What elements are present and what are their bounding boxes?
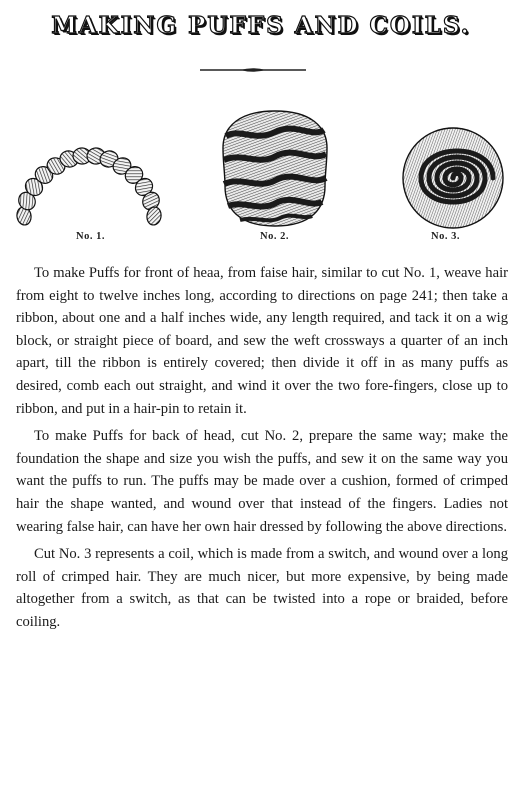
body-text bbox=[16, 262, 508, 639]
puff-arch-illustration bbox=[16, 142, 162, 230]
puff-barrel-illustration bbox=[220, 108, 330, 230]
figure-1-label: No. 1. bbox=[76, 231, 105, 242]
paragraph-front-puffs: To make Puffs for front of heaa, from faise hair, similar to cut No. 1, weave hair from eight to twelve inches long, according to directions on page 241; then take a ribbon, about one and a half inches wide, any length required, and tack it on a wig block, or straight piece of board, and sew the weft crossways a quarter of an inch apart, till the ribbon is entirely covered; then divide it off in as many puffs as desired, comb each out straight, and wind it over the two fore-fingers, close up to ribbon, and put in a hair-pin to retain it. bbox=[16, 265, 508, 417]
figure-3-label: No. 3. bbox=[431, 231, 460, 242]
coil-illustration bbox=[400, 126, 506, 230]
figures-row bbox=[0, 100, 522, 250]
paragraph-coil: Cut No. 3 represents a coil, which is made from a switch, and wound over a long roll of crimped hair. They are much nicer, but more expensive, by being made altogether from a switch, as that can be twisted into a rope or braided, before coiling. bbox=[16, 546, 508, 630]
figure-2-label: No. 2. bbox=[260, 231, 289, 242]
page-title: MAKING PUFFS AND COILS. bbox=[51, 12, 471, 39]
decorative-rule bbox=[200, 66, 306, 74]
paragraph-back-puffs: To make Puffs for back of head, cut No. 2, prepare the same way; make the foundation the shape and size you wish the puffs, and sew it on the same way you want the puffs to run. The puffs may be made over a cushion, formed of crimped hair the shape wanted, and wound over that instead of the fingers. Ladies not wearing false hair, can have her own hair dressed by following the above directions. bbox=[16, 428, 508, 535]
